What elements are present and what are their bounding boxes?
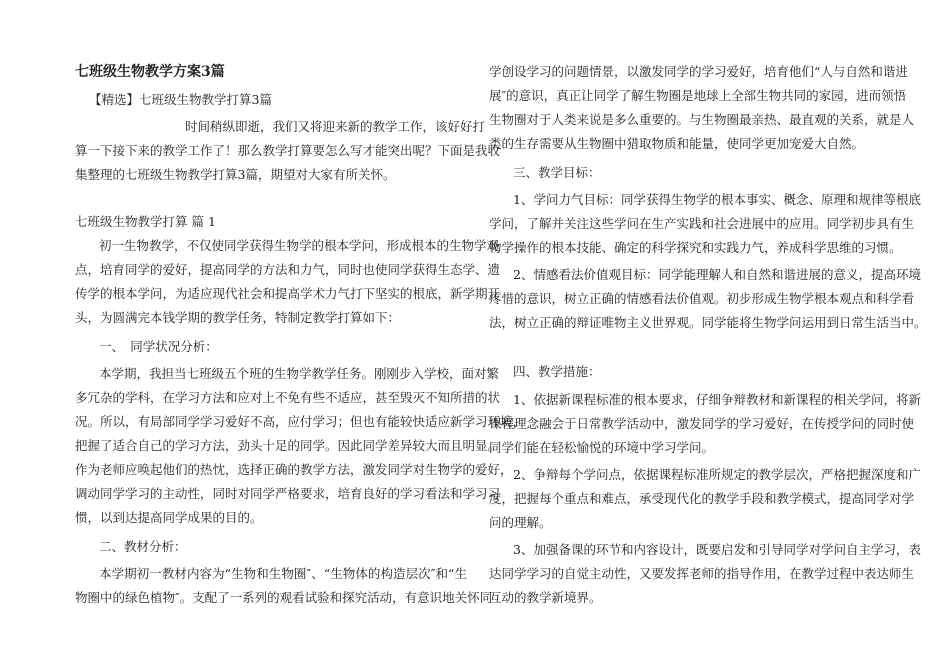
paragraph-line: 况。所以，有局部同学学习爱好不高，应付学习；但也有能较快适应新学习环境， <box>75 414 526 429</box>
document-title: 七班级生物教学方案3篇 <box>75 64 225 80</box>
subheading-teaching-measures: 四、教学措施： <box>513 364 601 379</box>
paragraph-line: 传学的根本学问，为适应现代社会和提高学术力气打下坚实的根底，新学期开 <box>75 286 501 301</box>
paragraph-line: 本学期，我担当七班级五个班的生物学教学任务。刚刚步入学校，面对繁 <box>99 366 500 381</box>
paragraph-line: 3、加强备课的环节和内容设计，既要启发和引导同学对学问自主学习，表 <box>513 542 921 557</box>
paragraph-line: 同学们能在轻松愉悦的环境中学习学问。 <box>489 440 715 455</box>
paragraph-line: 初一生物教学，不仅使同学获得生物学的根本学问，形成根本的生物学观 <box>99 238 500 253</box>
paragraph-line: 学问，了解并关注这些学问在生产实践和社会进展中的应用。同学初步具有生 <box>489 216 915 231</box>
paragraph-line: 法，树立正确的辩证唯物主义世界观。同学能将生物学问运用到日常生活当中。 <box>489 315 927 330</box>
paragraph-line: 1、依据新课程标准的根本要求，仔细争辩教材和新课程的相关学问，将新 <box>513 392 921 407</box>
paragraph-line: 1、学问力气目标：同学获得生物学的根本事实、概念、原理和规律等根底 <box>513 192 921 207</box>
paragraph-line: 度，把握每个重点和难点，承受现代化的教学手段和教学模式，提高同学对学 <box>489 491 915 506</box>
intro-line: 算一下接下来的教学工作了！那么教学打算要怎么写才能突出呢？下面是我收 <box>75 143 501 158</box>
paragraph-line: 达同学学习的自觉主动性，又要发挥老师的指导作用，在教学过程中表达师生 <box>489 566 915 581</box>
paragraph-line: 类的生存需要从生物圈中猎取物质和能量，使同学更加宠爱大自然。 <box>489 136 865 151</box>
paragraph-line: 2、情感看法价值观目标：同学能理解人和自然和谐进展的意义，提高环境 <box>513 267 921 282</box>
paragraph-line: 本学期初一教材内容为“生物和生物圈″、“生物体的构造层次″和“生 <box>99 566 467 581</box>
paragraph-line: 疼惜的意识，树立正确的情感看法价值观。初步形成生物学根本观点和科学看 <box>489 291 915 306</box>
section-heading: 七班级生物教学打算 篇 1 <box>75 214 216 229</box>
paragraph-line: 物学操作的根本技能、确定的科学探究和实践力气，养成科学思维的习惯。 <box>489 240 902 255</box>
paragraph-line: 2、争辩每个学问点，依据课程标准所规定的教学层次，严格把握深度和广 <box>513 467 921 482</box>
paragraph-line: 惯，以到达提高同学成果的目的。 <box>75 510 263 525</box>
subheading-teaching-goals: 三、教学目标： <box>513 165 601 180</box>
paragraph-line: 学创设学习的问题情景，以激发同学的学习爱好，培育他们“人与自然和谐进 <box>489 64 908 79</box>
subheading-textbook-analysis: 二、教材分析： <box>99 539 187 554</box>
paragraph-line: 课程理念融会于日常教学活动中，激发同学的学习爱好，在传授学问的同时使 <box>489 416 915 431</box>
intro-line: 时间稍纵即逝，我们又将迎来新的教学工作，该好好打 <box>185 119 486 134</box>
paragraph-line: 互动的教学新境界。 <box>489 590 602 605</box>
subheading-student-analysis: 一、 同学状况分析： <box>99 339 218 354</box>
document-subtitle: 【精选】七班级生物教学打算3篇 <box>89 92 272 107</box>
paragraph-line: 作为老师应唤起他们的热忱，选择正确的教学方法，激发同学对生物学的爱好， <box>75 462 513 477</box>
paragraph-line: 调动同学学习的主动性，同时对同学严格要求，培育良好的学习看法和学习习 <box>75 486 501 501</box>
paragraph-line: 物圈中的绿色植物″。支配了一系列的观看试验和探究活动，有意识地关怀同 <box>75 590 493 605</box>
intro-line: 集整理的七班级生物教学打算3篇，期望对大家有所关怀。 <box>75 167 396 182</box>
paragraph-line: 展″的意识，真正让同学了解生物圈是地球上全部生物共同的家园，进而领悟 <box>489 88 907 103</box>
paragraph-line: 多冗杂的学科，在学习方法和应对上不免有些不适应，甚至毁灭不知所措的状 <box>75 390 501 405</box>
paragraph-line: 头，为圆满完本钱学期的教学任务，特制定教学打算如下： <box>75 310 401 325</box>
paragraph-line: 点，培育同学的爱好，提高同学的方法和力气，同时也使同学获得生态学、遗 <box>75 262 501 277</box>
paragraph-line: 把握了适合自己的学习方法，劲头十足的同学。因此同学差异较大而且明显。 <box>75 438 501 453</box>
paragraph-line: 问的理解。 <box>489 515 552 530</box>
paragraph-line: 生物圈对于人类来说是多么重要的。与生物圈最亲热、最直观的关系，就是人 <box>489 112 915 127</box>
